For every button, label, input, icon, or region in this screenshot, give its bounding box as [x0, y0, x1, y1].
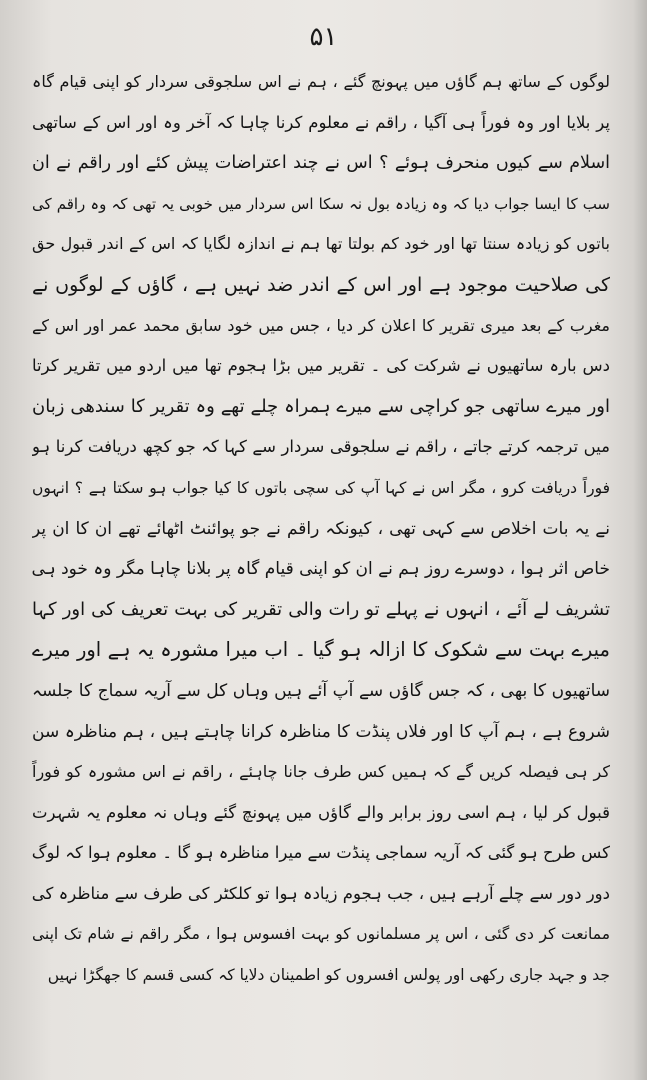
text-line: شروع ہے ، ہم آپ کا اور فلاں پنڈت کا مناظرہ کرانا چاہتے ہیں ، ہم مناظرہ سن — [32, 721, 610, 742]
page-body-text — [32, 62, 610, 996]
text-line: فوراً دریافت کرو ، مگر اس نے کہا آپ کی سچی باتوں کا کیا جواب ہو سکتا ہے ؟ انہوں — [32, 478, 610, 497]
text-line: کی صلاحیت موجود ہے اور اس کے اندر ضد نہیں ہے ، گاؤں کے لوگوں نے — [32, 273, 610, 296]
text-line: نے یہ بات اخلاص سے کہی تھی ، کیونکہ راقم نے جو پوائنٹ اٹھائے تھے ان کا ان پر — [32, 518, 610, 539]
text-line: دس بارہ ساتھیوں نے شرکت کی ۔ تقریر میں بڑا ہجوم تھا میں اردو میں تقریر کرتا — [32, 356, 610, 376]
text-line: میں ترجمہ کرتے جاتے ، راقم نے سلجوقی سردار سے کہا کہ جو کچھ دریافت کرنا ہو — [32, 437, 610, 457]
text-line: سب کا ایسا جواب دیا کہ وہ زیادہ بول نہ سکا اس سردار میں خوبی یہ تھی کہ وہ راقم کی — [32, 194, 610, 213]
text-line: پر بلایا اور وہ فوراً ہی آگیا ، راقم نے معلوم کرنا چاہا کہ آخر وہ اور اس کے ساتھی — [32, 112, 610, 132]
text-line: باتوں کو زیادہ سنتا تھا اور خود کم بولتا تھا ہم نے اندازہ لگایا کہ اس کے اندر قبول حق — [32, 234, 610, 254]
text-line: قبول کر لیا ، ہم اسی روز برابر والے گاؤں میں پہونچ گئے وہاں نہ معلوم یہ شہرت — [32, 802, 610, 822]
page-edge-shadow — [633, 0, 647, 1080]
page-number: ۵۱ — [309, 22, 338, 52]
text-line: جد و جہد جاری رکھی اور پولس افسروں کو اطمینان دلایا کہ کسی قسم کا جھگڑا نہیں — [47, 966, 610, 985]
text-line: ممانعت کر دی گئی ، اس پر مسلمانوں کو بہت افسوس ہوا ، مگر راقم نے شام تک اپنی — [32, 925, 610, 944]
text-line: اور میرے ساتھی جو کراچی سے میرے ہمراہ چلے تھے وہ تقریر کا سندھی زبان — [32, 395, 610, 417]
text-line: کر ہی فیصلہ کریں گے کہ ہمیں کس طرف جانا چاہئے ، راقم نے اس مشورہ کو فوراً — [32, 762, 610, 782]
text-line: مغرب کے بعد میری تقریر کا اعلان کر دیا ، جس میں خود سابق محمد عمر اور اس کے — [32, 315, 610, 335]
text-line: لوگوں کے ساتھ ہم گاؤں میں پہونچ گئے ، ہم نے اس سلجوقی سردار کو اپنی قیام گاہ — [32, 72, 610, 91]
text-line: ساتھیوں کا بھی ، کہ جس گاؤں سے آپ آئے ہیں وہاں کل سے آریہ سماج کا جلسہ — [32, 680, 610, 701]
text-line: اسلام سے کیوں منحرف ہوئے ؟ اس نے چند اعتراضات پیش کئے اور راقم نے ان — [32, 153, 610, 174]
text-line: دور دور سے چلے آرہے ہیں ، جب ہجوم زیادہ ہوا تو کلکٹر کی طرف سے مناظرہ کی — [32, 883, 610, 903]
text-line: تشریف لے آئے ، انہوں نے پہلے تو رات والی تقریر کی بہت تعریف کی اور کہا — [32, 598, 610, 620]
text-line: میرے بہت سے شکوک کا ازالہ ہو گیا ۔ اب میرا مشورہ یہ ہے اور میرے — [32, 638, 610, 662]
text-line: کس طرح ہو گئی کہ آریہ سماجی پنڈت سے میرا مناظرہ ہو گا ۔ معلوم ہوا کہ لوگ — [32, 843, 610, 863]
text-line: خاص اثر ہوا ، دوسرے روز ہم نے ان کو اپنی قیام گاہ پر بلانا چاہا مگر وہ خود ہی — [32, 559, 610, 580]
